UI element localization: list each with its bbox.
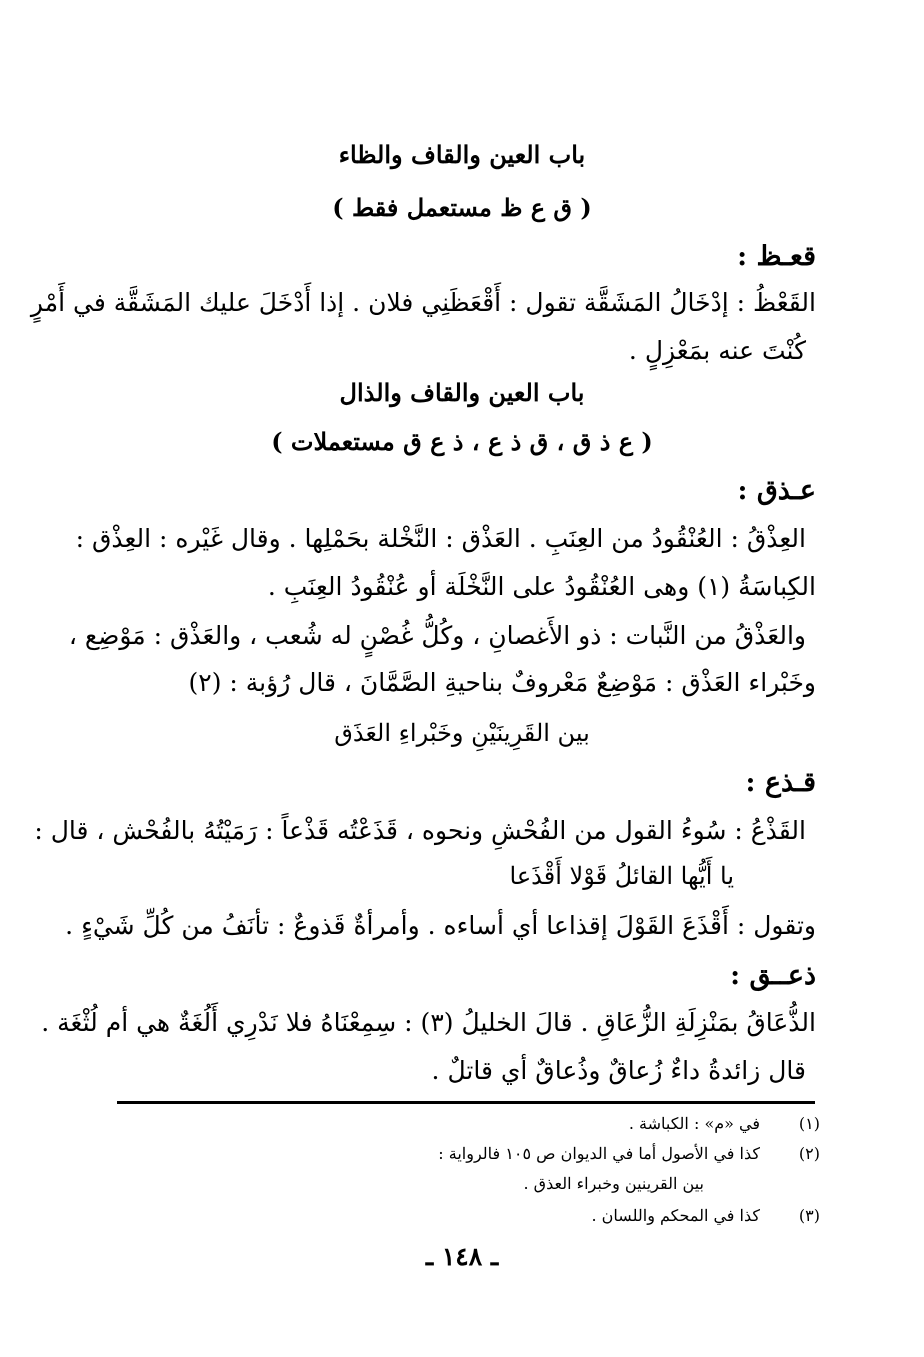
text-line: القَعْظُ : إدْخَالُ المَشَقَّة تقول : أَقْعَظَنِي فلان . إذا أَدْخَلَ عليك المَشَقَّة في أَمْرٍ <box>30 288 816 317</box>
section-subtitle: ( ع ذ ق ، ق ذ ع ، ذ ع ق مستعملات ) <box>271 427 653 456</box>
text-line: العِذْقُ : العُنْقُودُ من العِنَبِ . العَذْق : النَّخْلة بحَمْلِها . وقال غَيْره : العِذْق : <box>75 524 806 553</box>
footnote-number: (٢) <box>798 1144 820 1163</box>
page-number: ـ ١٤٨ ـ <box>425 1242 499 1271</box>
entry-heading: قعـظ : <box>737 241 816 272</box>
footnote-number: (١) <box>798 1114 820 1133</box>
footnote-text: في «م» : الكباشة . <box>628 1114 760 1133</box>
text-line: كُنْتَ عنه بمَعْزِلٍ . <box>628 336 806 365</box>
entry-heading: قـذع : <box>745 767 816 798</box>
section-subtitle: ( ق ع ظ مستعمل فقط ) <box>332 193 592 222</box>
text-line: القَذْعُ : سُوءُ القول من الفُحْشِ ونحوه ، قَذَعْتُه قَذْعاً : رَمَيْتُهُ بالفُحْش ، قال : <box>34 816 806 845</box>
entry-heading: عـذق : <box>737 475 816 506</box>
text-line: وتقول : أَقْذَعَ القَوْلَ إقذاعا أي أساءه . وأمرأةٌ قَذوعٌ : تأنَفُ من كُلِّ شَيْءٍ . <box>65 911 816 940</box>
section-title: باب العين والقاف والذال <box>339 378 585 407</box>
text-line: وخَبْراء العَذْق : مَوْضِعٌ مَعْروفٌ بناحيةِ الصَّمَّانَ ، قال رُؤبة : (٢) <box>188 668 816 697</box>
footnote-number: (٣) <box>798 1206 820 1225</box>
verse-line: يا أَيُّها القائلُ قَوْلا أَقْذَعا <box>509 862 734 890</box>
entry-heading: ذعــق : <box>730 960 816 991</box>
text-line: الذُّعَاقُ بمَنْزِلَةِ الزُّعَاقِ . قالَ الخليلُ (٣) : سِمِعْنَاهُ فلا نَدْرِي أَلُغَةٌ هي أم لُثْغَة . <box>41 1008 816 1037</box>
text-line: قال زائدةُ داءٌ زُعاقٌ وذُعاقٌ أي قاتلٌ . <box>431 1056 806 1085</box>
footnote-text: كذا في المحكم واللسان . <box>591 1206 760 1225</box>
verse-line: بين القَرِينَيْنِ وخَبْراءِ العَذَق <box>334 719 590 747</box>
footnote-separator <box>117 1101 815 1104</box>
footnote-text: كذا في الأصول أما في الديوان ص ١٠٥ فالرواية : <box>438 1144 760 1163</box>
text-line: الكِباسَةُ (١) وهى العُنْقُودُ على النَّخْلَة أو عُنْقُودُ العِنَبِ . <box>267 572 816 601</box>
footnote-text: بين القرينين وخبراء العذق . <box>523 1174 704 1193</box>
text-line: والعَذْقُ من النَّبات : ذو الأَغصانِ ، وكُلُّ غُصْنٍ له شُعب ، والعَذْق : مَوْضِع ، <box>68 621 806 650</box>
section-title: باب العين والقاف والظاء <box>338 140 586 169</box>
